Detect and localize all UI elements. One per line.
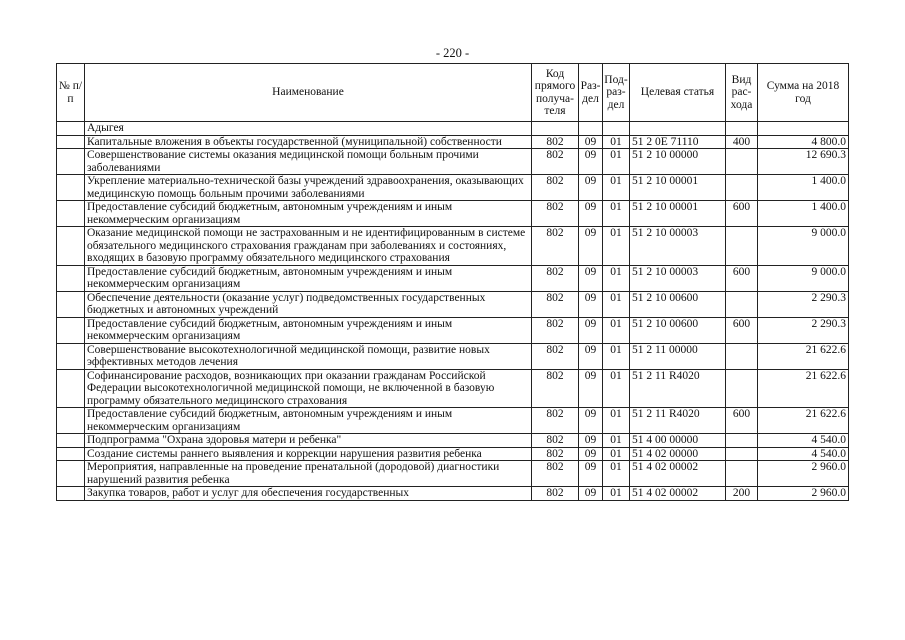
row-section: 09: [579, 461, 603, 487]
table-row: [57, 487, 849, 501]
row-subsection: 01: [603, 175, 630, 201]
row-subsection: 01: [603, 434, 630, 448]
header-section: Раз-дел: [579, 64, 603, 122]
row-sum: 4 540.0: [758, 434, 849, 448]
row-number: [57, 487, 85, 501]
header-name: Наименование: [85, 64, 532, 122]
row-name: Предоставление субсидий бюджетным, автономным учреждениям и иным некоммерческим организациям: [85, 201, 532, 227]
row-sum: 21 622.6: [758, 369, 849, 408]
row-expense-type: 600: [726, 408, 758, 434]
row-sum: 4 540.0: [758, 447, 849, 461]
row-name: Предоставление субсидий бюджетным, автономным учреждениям и иным некоммерческим организациям: [85, 408, 532, 434]
row-name: Подпрограмма "Охрана здоровья матери и ребенка": [85, 434, 532, 448]
row-sum: 1 400.0: [758, 201, 849, 227]
row-number: [57, 149, 85, 175]
row-recipient-code: 802: [532, 343, 579, 369]
row-target-article: 51 2 11 00000: [630, 343, 726, 369]
row-expense-type: [726, 122, 758, 136]
table-row: [57, 201, 849, 227]
row-target-article: 51 4 02 00002: [630, 487, 726, 501]
row-target-article: 51 4 02 00000: [630, 447, 726, 461]
row-sum: 2 290.3: [758, 291, 849, 317]
row-section: 09: [579, 149, 603, 175]
row-target-article: 51 2 10 00003: [630, 265, 726, 291]
row-sum: 2 960.0: [758, 487, 849, 501]
row-number: [57, 434, 85, 448]
row-section: 09: [579, 343, 603, 369]
row-expense-type: [726, 343, 758, 369]
row-expense-type: [726, 227, 758, 266]
row-recipient-code: 802: [532, 447, 579, 461]
row-target-article: [630, 122, 726, 136]
row-target-article: 51 2 10 00600: [630, 317, 726, 343]
region-row: [57, 122, 849, 136]
row-name: Софинансирование расходов, возникающих при оказании гражданам Российской Федерации высокотехнологичной медицинской помощи, не включенной в базовую программу обязательного медицинского страхования: [85, 369, 532, 408]
row-target-article: 51 2 10 00000: [630, 149, 726, 175]
row-number: [57, 291, 85, 317]
row-target-article: 51 4 02 00002: [630, 461, 726, 487]
row-target-article: 51 2 10 00001: [630, 175, 726, 201]
row-sum: [758, 122, 849, 136]
header-article: Целевая статья: [630, 64, 726, 122]
table-row: [57, 317, 849, 343]
table-row: [57, 265, 849, 291]
row-recipient-code: 802: [532, 369, 579, 408]
row-number: [57, 265, 85, 291]
header-expense-type: Вид рас-хода: [726, 64, 758, 122]
row-subsection: 01: [603, 487, 630, 501]
row-subsection: 01: [603, 227, 630, 266]
row-sum: 9 000.0: [758, 265, 849, 291]
table-row: [57, 434, 849, 448]
row-number: [57, 201, 85, 227]
row-name: Закупка товаров, работ и услуг для обеспечения государственных: [85, 487, 532, 501]
row-name: Предоставление субсидий бюджетным, автономным учреждениям и иным некоммерческим организациям: [85, 317, 532, 343]
table-row: [57, 343, 849, 369]
row-recipient-code: 802: [532, 291, 579, 317]
table-row: [57, 447, 849, 461]
table-row: [57, 175, 849, 201]
header-num: № п/п: [57, 64, 85, 122]
table-row: [57, 227, 849, 266]
row-subsection: 01: [603, 291, 630, 317]
row-number: [57, 408, 85, 434]
row-name: Совершенствование системы оказания медицинской помощи больным прочими заболеваниями: [85, 149, 532, 175]
row-number: [57, 343, 85, 369]
row-section: 09: [579, 291, 603, 317]
table-row: [57, 291, 849, 317]
row-section: 09: [579, 317, 603, 343]
row-sum: 21 622.6: [758, 343, 849, 369]
row-name: Адыгея: [85, 122, 532, 136]
row-number: [57, 175, 85, 201]
table-row: [57, 408, 849, 434]
row-number: [57, 135, 85, 149]
row-sum: 1 400.0: [758, 175, 849, 201]
row-expense-type: 400: [726, 135, 758, 149]
row-expense-type: [726, 447, 758, 461]
table-row: [57, 461, 849, 487]
row-sum: 21 622.6: [758, 408, 849, 434]
row-name: Совершенствование высокотехнологичной медицинской помощи, развитие новых эффективных методов лечения: [85, 343, 532, 369]
row-name: Оказание медицинской помощи не застрахованным и не идентифицированным в системе обязательного медицинского страхования гражданам при заболеваниях и состояниях, входящих в базовую программу обязательного медицинского страхования: [85, 227, 532, 266]
row-recipient-code: 802: [532, 175, 579, 201]
row-subsection: 01: [603, 201, 630, 227]
row-number: [57, 461, 85, 487]
row-sum: 2 960.0: [758, 461, 849, 487]
row-recipient-code: 802: [532, 227, 579, 266]
row-subsection: 01: [603, 135, 630, 149]
row-recipient-code: 802: [532, 135, 579, 149]
row-number: [57, 369, 85, 408]
header-sum: Сумма на 2018 год: [758, 64, 849, 122]
row-sum: 4 800.0: [758, 135, 849, 149]
row-target-article: 51 2 10 00003: [630, 227, 726, 266]
row-section: 09: [579, 201, 603, 227]
row-number: [57, 447, 85, 461]
row-expense-type: 600: [726, 201, 758, 227]
row-expense-type: [726, 434, 758, 448]
row-target-article: 51 4 00 00000: [630, 434, 726, 448]
row-section: [579, 122, 603, 136]
row-name: Укрепление материально-технической базы учреждений здравоохранения, оказывающих медицинскую помощь больным прочими заболеваниями: [85, 175, 532, 201]
table-row: [57, 369, 849, 408]
page-number: - 220 -: [435, 46, 470, 60]
row-target-article: 51 2 11 R4020: [630, 408, 726, 434]
row-section: 09: [579, 369, 603, 408]
budget-table: [56, 63, 849, 501]
row-subsection: 01: [603, 343, 630, 369]
row-subsection: 01: [603, 317, 630, 343]
row-expense-type: [726, 369, 758, 408]
row-subsection: 01: [603, 408, 630, 434]
row-sum: 9 000.0: [758, 227, 849, 266]
row-section: 09: [579, 135, 603, 149]
row-number: [57, 317, 85, 343]
row-target-article: 51 2 10 00600: [630, 291, 726, 317]
row-name: Обеспечение деятельности (оказание услуг) подведомственных государственных бюджетных и автономных учреждений: [85, 291, 532, 317]
row-name: Мероприятия, направленные на проведение пренатальной (дородовой) диагностики нарушений развития ребенка: [85, 461, 532, 487]
row-expense-type: [726, 461, 758, 487]
row-recipient-code: 802: [532, 201, 579, 227]
row-expense-type: [726, 175, 758, 201]
row-expense-type: 600: [726, 265, 758, 291]
row-recipient-code: 802: [532, 265, 579, 291]
row-subsection: 01: [603, 149, 630, 175]
row-section: 09: [579, 265, 603, 291]
row-section: 09: [579, 227, 603, 266]
row-recipient-code: 802: [532, 408, 579, 434]
row-recipient-code: 802: [532, 434, 579, 448]
row-target-article: 51 2 10 00001: [630, 201, 726, 227]
row-recipient-code: 802: [532, 461, 579, 487]
row-number: [57, 122, 85, 136]
row-section: 09: [579, 447, 603, 461]
row-name: Капитальные вложения в объекты государственной (муниципальной) собственности: [85, 135, 532, 149]
row-subsection: 01: [603, 369, 630, 408]
row-section: 09: [579, 408, 603, 434]
row-subsection: [603, 122, 630, 136]
header-code: Код прямого получа-теля: [532, 64, 579, 122]
row-expense-type: [726, 291, 758, 317]
row-expense-type: 200: [726, 487, 758, 501]
row-expense-type: [726, 149, 758, 175]
row-name: Создание системы раннего выявления и коррекции нарушения развития ребенка: [85, 447, 532, 461]
row-section: 09: [579, 175, 603, 201]
row-number: [57, 227, 85, 266]
table-row: [57, 149, 849, 175]
row-recipient-code: [532, 122, 579, 136]
header-subsection: Под-раз-дел: [603, 64, 630, 122]
row-section: 09: [579, 434, 603, 448]
row-expense-type: 600: [726, 317, 758, 343]
row-subsection: 01: [603, 461, 630, 487]
row-recipient-code: 802: [532, 317, 579, 343]
row-recipient-code: 802: [532, 149, 579, 175]
row-subsection: 01: [603, 447, 630, 461]
row-sum: 12 690.3: [758, 149, 849, 175]
row-subsection: 01: [603, 265, 630, 291]
row-target-article: 51 2 0Е 71110: [630, 135, 726, 149]
table-row: [57, 135, 849, 149]
header-row: [57, 64, 849, 122]
row-sum: 2 290.3: [758, 317, 849, 343]
row-name: Предоставление субсидий бюджетным, автономным учреждениям и иным некоммерческим организациям: [85, 265, 532, 291]
row-section: 09: [579, 487, 603, 501]
row-target-article: 51 2 11 R4020: [630, 369, 726, 408]
row-recipient-code: 802: [532, 487, 579, 501]
